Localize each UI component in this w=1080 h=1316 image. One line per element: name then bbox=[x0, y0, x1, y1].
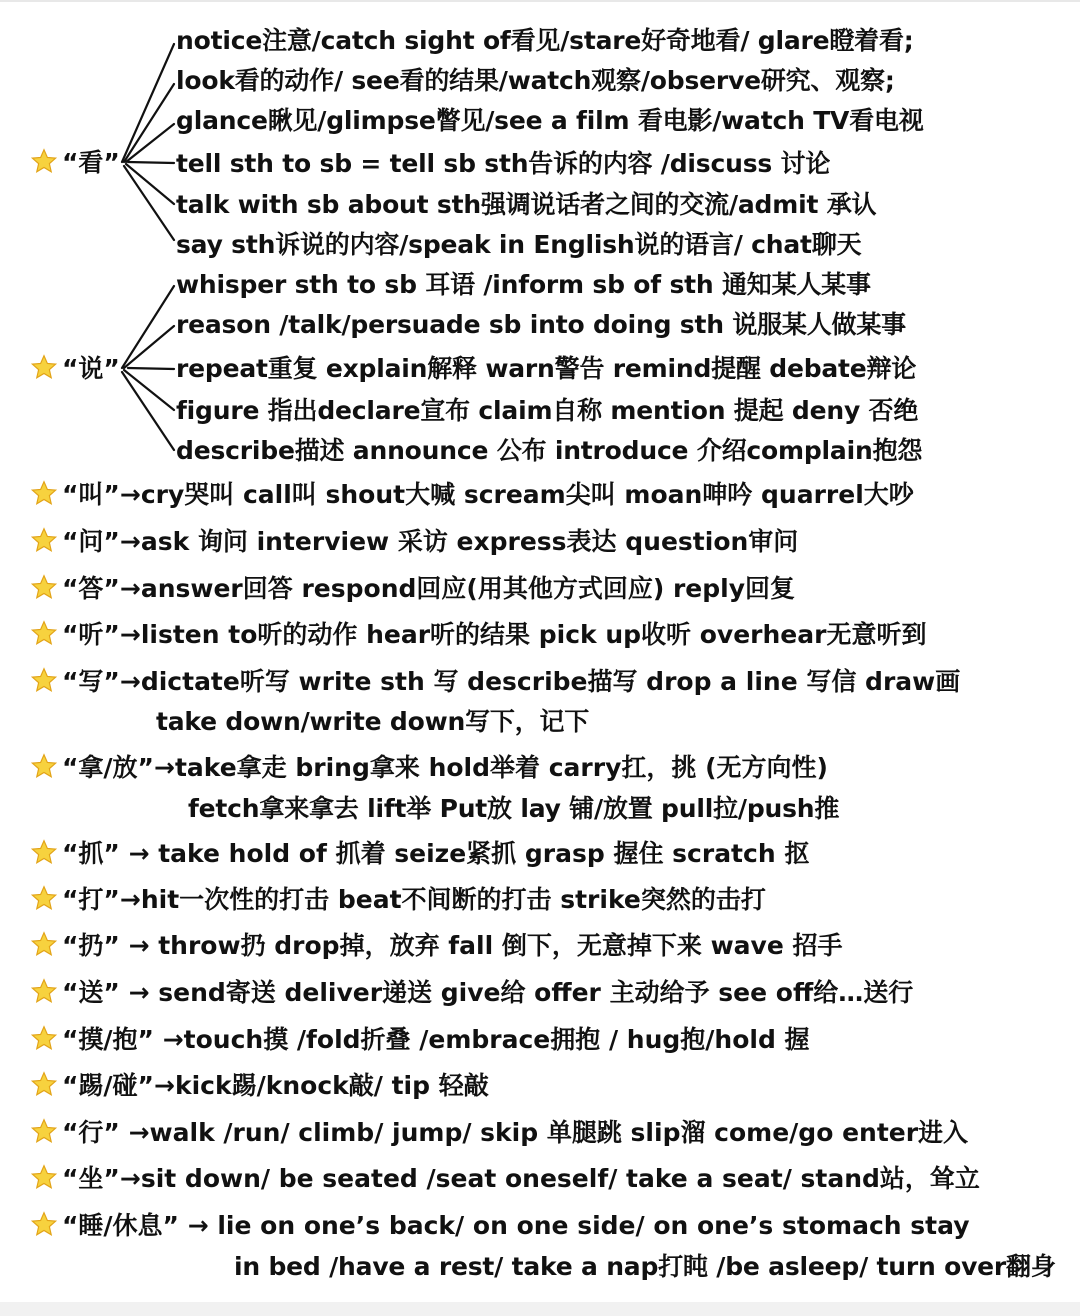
row-label: “打” bbox=[62, 885, 120, 914]
row-xing bbox=[30, 1116, 968, 1150]
row-mo-bao bbox=[30, 1023, 810, 1057]
row-label: “睡/休息” bbox=[62, 1211, 179, 1240]
arrow: → bbox=[154, 1071, 175, 1100]
star-icon bbox=[30, 839, 58, 867]
kan-line-5: talk with sb about sth强调说话者之间的交流/admit 承认 bbox=[176, 190, 877, 219]
row-reng bbox=[30, 929, 843, 963]
star-icon bbox=[30, 1164, 58, 1192]
star-icon bbox=[30, 667, 58, 695]
row-label: “听” bbox=[62, 620, 120, 649]
row-text: answer回答 respond回应(用其他方式回应) reply回复 bbox=[140, 574, 795, 603]
arrow: → bbox=[119, 527, 141, 556]
row-label: “答” bbox=[62, 574, 120, 603]
row-ting bbox=[30, 618, 926, 652]
row-label: “坐” bbox=[62, 1164, 120, 1193]
star-icon bbox=[30, 148, 58, 176]
arrow: → bbox=[119, 931, 159, 960]
row-label: “抓” bbox=[62, 839, 120, 868]
row-text: cry哭叫 call叫 shout大喊 scream尖叫 moan呻吟 quarrel大吵 bbox=[140, 480, 914, 509]
row-label: “写” bbox=[62, 667, 120, 696]
row-text: dictate听写 write sth 写 describe描写 drop a line 写信 draw画 bbox=[140, 667, 961, 696]
row-text: take hold of 抓着 seize紧抓 grasp 握住 scratch 抠 bbox=[158, 839, 810, 868]
arrow: → bbox=[119, 978, 159, 1007]
row-label: “扔” bbox=[62, 931, 120, 960]
row-label: “送” bbox=[62, 978, 120, 1007]
row-jiao bbox=[30, 478, 914, 512]
star-icon bbox=[30, 354, 58, 382]
row-na-fang bbox=[30, 751, 828, 785]
row-song bbox=[30, 976, 913, 1010]
arrow: → bbox=[179, 1211, 218, 1240]
row-text: touch摸 /fold折叠 /embrace拥抱 / hug抱/hold 握 bbox=[183, 1025, 810, 1054]
row-text: hit一次性的打击 beat不间断的打击 strike突然的击打 bbox=[140, 885, 766, 914]
row-text: take拿走 bring拿来 hold举着 carry扛，挑 (无方向性) bbox=[174, 753, 828, 782]
star-icon bbox=[30, 1211, 58, 1239]
star-icon bbox=[30, 527, 58, 555]
arrow: → bbox=[119, 885, 141, 914]
shuo-line-4: figure 指出declare宣布 claim自称 mention 提起 deny 否绝 bbox=[176, 396, 919, 425]
group-kan-label: “看” bbox=[62, 148, 120, 177]
fan-line bbox=[124, 326, 174, 368]
bottom-edge bbox=[0, 1302, 1080, 1316]
row-text: walk /run/ climb/ jump/ skip 单腿跳 slip溜 come/go enter进入 bbox=[149, 1118, 969, 1147]
fan-line bbox=[126, 164, 174, 204]
fan-line bbox=[122, 372, 174, 450]
star-icon bbox=[30, 753, 58, 781]
arrow: → bbox=[119, 574, 141, 603]
kan-line-2: look看的动作/ see看的结果/watch观察/observe研究、观察; bbox=[176, 66, 895, 95]
fan-line bbox=[124, 166, 174, 240]
group-shuo-label: “说” bbox=[62, 354, 120, 383]
row-text: sit down/ be seated /seat oneself/ take a seat/ stand站，耸立 bbox=[140, 1164, 980, 1193]
row-da-hit bbox=[30, 883, 766, 917]
arrow: → bbox=[119, 667, 141, 696]
row-zhua bbox=[30, 837, 809, 871]
row-label: “摸/抱” bbox=[62, 1025, 154, 1054]
arrow: → bbox=[119, 839, 159, 868]
star-icon bbox=[30, 1118, 58, 1146]
row-text: listen to听的动作 hear听的结果 pick up收听 overhear无意听到 bbox=[140, 620, 927, 649]
arrow: → bbox=[119, 1118, 150, 1147]
row-shui-xiuxi-continuation: in bed /have a rest/ take a nap打盹 /be asleep/ turn over翻身 bbox=[234, 1252, 1056, 1281]
fan-line bbox=[128, 162, 174, 163]
row-text: ask 询问 interview 采访 express表达 question审问 bbox=[140, 527, 799, 556]
star-icon bbox=[30, 574, 58, 602]
row-text: kick踢/knock敲/ tip 轻敲 bbox=[174, 1071, 489, 1100]
row-label: “踢/碰” bbox=[62, 1071, 154, 1100]
row-text: throw扔 drop掉，放弃 fall 倒下，无意掉下来 wave 招手 bbox=[158, 931, 843, 960]
row-text: send寄送 deliver递送 give给 offer 主动给予 see off给…送行 bbox=[158, 978, 914, 1007]
row-ti-peng bbox=[30, 1069, 489, 1103]
star-icon bbox=[30, 931, 58, 959]
fan-line bbox=[128, 368, 174, 369]
kan-line-3: glance瞅见/glimpse瞥见/see a film 看电影/watch TV看电视 bbox=[176, 106, 924, 135]
arrow: → bbox=[119, 620, 141, 649]
arrow: → bbox=[154, 1025, 184, 1054]
arrow: → bbox=[119, 1164, 141, 1193]
star-icon bbox=[30, 1071, 58, 1099]
shuo-line-3: repeat重复 explain解释 warn警告 remind提醒 debate辩论 bbox=[176, 354, 917, 383]
star-icon bbox=[30, 978, 58, 1006]
kan-line-1: notice注意/catch sight of看见/stare好奇地看/ glare瞪着看; bbox=[176, 26, 914, 55]
shuo-line-5: describe描述 announce 公布 introduce 介绍complain抱怨 bbox=[176, 436, 923, 465]
group-kan-label-row bbox=[30, 146, 120, 180]
star-icon bbox=[30, 885, 58, 913]
star-icon bbox=[30, 620, 58, 648]
shuo-line-1: whisper sth to sb 耳语 /inform sb of sth 通知某人某事 bbox=[176, 270, 871, 299]
row-wen bbox=[30, 525, 798, 559]
row-label: “叫” bbox=[62, 480, 120, 509]
row-label: “拿/放” bbox=[62, 753, 154, 782]
group-shuo-label-row bbox=[30, 352, 120, 386]
row-shui-xiuxi bbox=[30, 1209, 970, 1243]
kan-line-4: tell sth to sb = tell sb sth告诉的内容 /discuss 讨论 bbox=[176, 149, 831, 178]
row-label: “行” bbox=[62, 1118, 120, 1147]
arrow: → bbox=[154, 753, 175, 782]
shuo-line-2: reason /talk/persuade sb into doing sth 说服某人做某事 bbox=[176, 310, 906, 339]
fan-line bbox=[122, 286, 174, 368]
fan-line bbox=[124, 84, 174, 162]
row-na-fang-continuation: fetch拿来拿去 lift举 Put放 lay 铺/放置 pull拉/push推 bbox=[188, 794, 840, 823]
fan-line bbox=[126, 124, 174, 162]
row-text: lie on one’s back/ on one side/ on one’s stomach stay bbox=[217, 1211, 970, 1240]
row-label: “问” bbox=[62, 527, 120, 556]
row-xie-continuation: take down/write down写下，记下 bbox=[156, 707, 590, 736]
kan-line-6: say sth诉说的内容/speak in English说的语言/ chat聊天 bbox=[176, 230, 862, 259]
row-zuo bbox=[30, 1162, 980, 1196]
fan-line bbox=[124, 370, 174, 410]
row-da bbox=[30, 572, 795, 606]
star-icon bbox=[30, 1025, 58, 1053]
star-icon bbox=[30, 480, 58, 508]
arrow: → bbox=[119, 480, 141, 509]
row-xie bbox=[30, 665, 960, 699]
